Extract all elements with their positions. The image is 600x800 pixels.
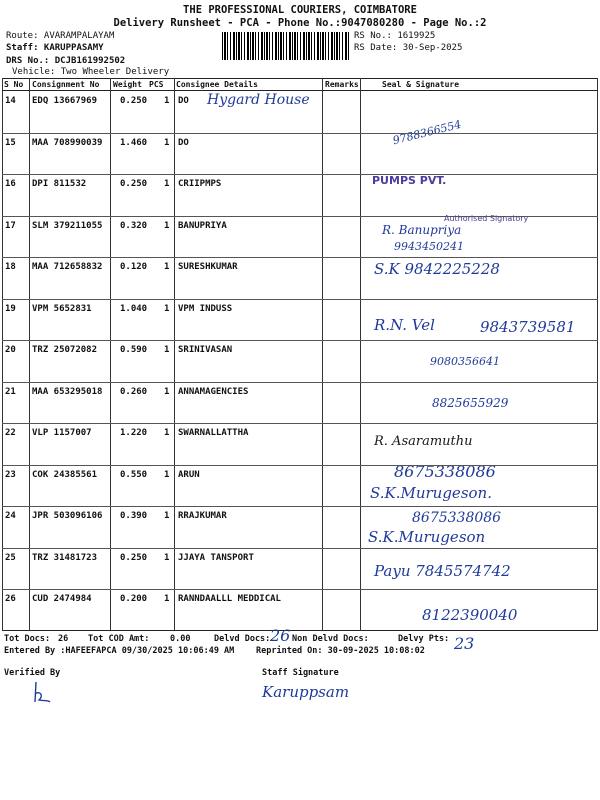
cell-sno: 22 bbox=[5, 428, 16, 438]
tot-docs-value: 26 bbox=[58, 634, 69, 644]
cell-consignee: DO bbox=[178, 96, 189, 106]
cell-sno: 23 bbox=[5, 469, 16, 480]
cell-sno: 24 bbox=[5, 511, 16, 521]
delvy-pts-label: Delvy Pts: bbox=[398, 634, 450, 644]
cell-consignment: MAA 712658832 bbox=[32, 262, 103, 272]
cell-consignee: RANNDAALLL MEDDICAL bbox=[178, 594, 281, 604]
hw-row17-phone: 9943450241 bbox=[394, 240, 464, 253]
rs-date: RS Date: 30-Sep-2025 bbox=[354, 43, 463, 53]
cell-weight: 0.250 bbox=[120, 179, 148, 189]
row-divider bbox=[2, 382, 598, 383]
hw-row24-sig: S.K.Murugeson bbox=[368, 528, 486, 546]
cell-consignment: MAA 708990039 bbox=[32, 137, 103, 148]
col-consignee: Consignee Details bbox=[176, 80, 258, 89]
cell-weight: 0.390 bbox=[120, 511, 148, 521]
runsheet-subtitle: Delivery Runsheet - PCA - Phone No.:9047080280 - Page No.:2 bbox=[113, 17, 487, 29]
hw-delvy-pts: 23 bbox=[454, 634, 475, 653]
hw-row21-phone: 8825655929 bbox=[432, 396, 509, 410]
col-sno: S No bbox=[4, 80, 24, 89]
cell-consignment: JPR 503096106 bbox=[32, 511, 103, 521]
delvd-docs-label: Delvd Docs: bbox=[214, 634, 271, 644]
col-seal: Seal & Signature bbox=[382, 80, 460, 89]
cell-consignment: EDQ 13667969 bbox=[32, 96, 98, 106]
cell-sno: 20 bbox=[5, 345, 16, 355]
cell-weight: 0.200 bbox=[120, 594, 148, 604]
cell-consignee: ANNAMAGENCIES bbox=[178, 386, 249, 397]
cell-pcs: 1 bbox=[164, 594, 170, 604]
row-divider bbox=[2, 423, 598, 424]
hw-row17-sig: R. Banupriya bbox=[382, 223, 462, 237]
row-divider bbox=[2, 465, 598, 466]
hw-row14: Hygard House bbox=[207, 92, 310, 108]
cell-consignee: VPM INDUSS bbox=[178, 303, 233, 314]
cell-pcs: 1 bbox=[164, 386, 170, 397]
staff-signature-hw: Karuppsam bbox=[262, 683, 350, 701]
row-divider bbox=[2, 340, 598, 341]
col-consignment: Consignment No bbox=[32, 80, 100, 89]
company-title: THE PROFESSIONAL COURIERS, COIMBATORE bbox=[183, 4, 417, 16]
row-divider bbox=[2, 506, 598, 507]
cell-consignee: SWARNALLATTHA bbox=[178, 428, 249, 438]
cell-consignment: TRZ 31481723 bbox=[32, 552, 98, 563]
row-divider bbox=[2, 299, 598, 300]
row-divider bbox=[2, 133, 598, 134]
tot-cod-label: Tot COD Amt: bbox=[88, 634, 150, 644]
cell-pcs: 1 bbox=[164, 303, 170, 314]
col-weight: Weight bbox=[113, 80, 142, 89]
cell-consignment: VPM 5652831 bbox=[32, 303, 92, 314]
cell-pcs: 1 bbox=[164, 179, 170, 189]
hw-row19-sig: R.N. Vel bbox=[374, 316, 435, 334]
cell-consignee: ARUN bbox=[178, 469, 200, 480]
hw-row15-phone: 9788366554 bbox=[391, 117, 463, 148]
cell-consignment: VLP 1157007 bbox=[32, 428, 92, 438]
row-divider bbox=[2, 216, 598, 217]
cell-weight: 0.590 bbox=[120, 345, 148, 355]
cell-consignment: TRZ 25072082 bbox=[32, 345, 98, 355]
cell-weight: 0.260 bbox=[120, 386, 148, 397]
verified-by-label: Verified By bbox=[4, 668, 61, 678]
cell-consignee: CRIIPMPS bbox=[178, 179, 222, 189]
tot-docs-label: Tot Docs: bbox=[4, 634, 51, 644]
cell-consignment: SLM 379211055 bbox=[32, 220, 103, 231]
cell-sno: 14 bbox=[5, 96, 16, 106]
cell-consignee: DO bbox=[178, 137, 189, 148]
cell-consignee: SURESHKUMAR bbox=[178, 262, 238, 272]
cell-sno: 21 bbox=[5, 386, 16, 397]
stamp-row17: Authorised Signatory bbox=[444, 214, 529, 223]
rs-no: RS No.: 1619925 bbox=[354, 31, 436, 41]
cell-weight: 0.250 bbox=[120, 552, 148, 563]
cell-consignee: SRINIVASAN bbox=[178, 345, 233, 355]
hw-row25: Payu 7845574742 bbox=[374, 562, 511, 580]
runsheet-table bbox=[2, 78, 598, 631]
cell-weight: 1.460 bbox=[120, 137, 148, 148]
hw-row23-phone: 8675338086 bbox=[394, 462, 496, 481]
tot-cod-value: 0.00 bbox=[170, 634, 191, 644]
cell-weight: 0.250 bbox=[120, 96, 148, 106]
vehicle-label: Vehicle: Two Wheeler Delivery bbox=[12, 67, 170, 77]
cell-weight: 0.550 bbox=[120, 469, 148, 480]
hw-row22-sig: R. Asaramuthu bbox=[374, 434, 473, 449]
cell-pcs: 1 bbox=[164, 96, 170, 106]
hw-row18: S.K 9842225228 bbox=[374, 260, 500, 278]
cell-pcs: 1 bbox=[164, 428, 170, 438]
cell-sno: 16 bbox=[5, 179, 16, 189]
cell-sno: 17 bbox=[5, 220, 16, 231]
cell-pcs: 1 bbox=[164, 552, 170, 563]
cell-pcs: 1 bbox=[164, 220, 170, 231]
cell-weight: 0.120 bbox=[120, 262, 148, 272]
cell-pcs: 1 bbox=[164, 469, 170, 480]
cell-sno: 25 bbox=[5, 552, 16, 563]
cell-consignee: RRAJKUMAR bbox=[178, 511, 227, 521]
hw-row20-phone: 9080356641 bbox=[430, 355, 500, 368]
cell-pcs: 1 bbox=[164, 137, 170, 148]
cell-sno: 18 bbox=[5, 262, 16, 272]
cell-consignment: DPI 811532 bbox=[32, 179, 87, 189]
row-divider bbox=[2, 174, 598, 175]
hw-row24-phone: 8675338086 bbox=[412, 510, 502, 526]
cell-consignment: CUD 2474984 bbox=[32, 594, 92, 604]
drs-label: DRS No.: DCJB161992502 bbox=[6, 56, 126, 66]
cell-pcs: 1 bbox=[164, 345, 170, 355]
cell-sno: 19 bbox=[5, 303, 16, 314]
non-delvd-label: Non Delvd Docs: bbox=[292, 634, 369, 644]
row-divider bbox=[2, 257, 598, 258]
reprinted-on: Reprinted On: 30-09-2025 10:08:02 bbox=[256, 646, 425, 656]
hw-row19-phone: 9843739581 bbox=[480, 318, 576, 336]
barcode bbox=[222, 32, 350, 60]
row-divider bbox=[2, 589, 598, 590]
cell-weight: 1.220 bbox=[120, 428, 148, 438]
hw-row26-phone: 8122390040 bbox=[422, 606, 518, 624]
col-remarks: Remarks bbox=[325, 80, 359, 89]
cell-weight: 0.320 bbox=[120, 220, 148, 231]
hw-row23-sig: S.K.Murugeson. bbox=[370, 484, 492, 502]
entered-by: Entered By :HAFEEFAPCA 09/30/2025 10:06:49 AM bbox=[4, 646, 235, 656]
stamp-row16: PUMPS PVT. bbox=[372, 174, 447, 187]
staff-label: Staff: KARUPPASAMY bbox=[6, 43, 104, 53]
cell-consignment: COK 24385561 bbox=[32, 469, 98, 480]
cell-weight: 1.040 bbox=[120, 303, 148, 314]
verified-signature bbox=[30, 680, 54, 710]
cell-consignment: MAA 653295018 bbox=[32, 386, 103, 397]
route-label: Route: AVARAMPALAYAM bbox=[6, 31, 115, 41]
col-pcs: PCS bbox=[149, 80, 164, 89]
cell-sno: 26 bbox=[5, 594, 16, 604]
cell-pcs: 1 bbox=[164, 262, 170, 272]
cell-pcs: 1 bbox=[164, 511, 170, 521]
row-divider bbox=[2, 548, 598, 549]
cell-consignee: JJAYA TANSPORT bbox=[178, 552, 254, 563]
cell-consignee: BANUPRIYA bbox=[178, 220, 227, 231]
staff-signature-label: Staff Signature bbox=[262, 668, 339, 678]
hw-delvd-count: 26 bbox=[270, 626, 291, 645]
cell-sno: 15 bbox=[5, 137, 16, 148]
